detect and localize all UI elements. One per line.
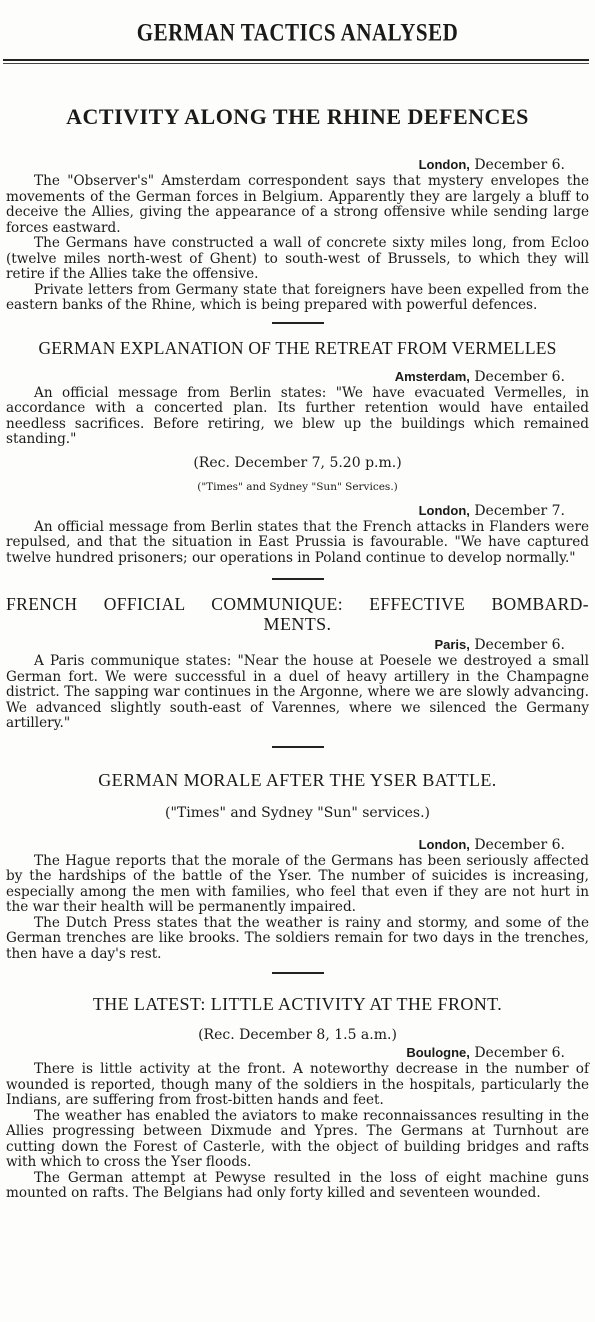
received-note: (Rec. December 7, 5.20 p.m.): [193, 454, 402, 471]
masthead-rule-thin: [3, 63, 589, 64]
paragraph: An official message from Berlin states: "We have evacuated Vermelles, in accordance with a concerted plan. Its further retention would have entailed needless sacrifices. Before retiring, we blew up the buildings which remained standing.": [6, 384, 589, 447]
paragraph: The Dutch Press states that the weather is rainy and stormy, and some of the German trenches are like brooks. The soldiers remain for two days in the trenches, then have a day's rest.: [6, 914, 589, 962]
article-german-morale: [6, 770, 589, 963]
dateline: [6, 1044, 589, 1062]
dateline: [6, 836, 589, 854]
dateline: [6, 502, 589, 520]
article-heading: THE LATEST: LITTLE ACTIVITY AT THE FRONT.: [92, 994, 503, 1014]
section-divider: [272, 746, 324, 748]
article-heading-line1: FRENCH OFFICIAL COMMUNIQUE: EFFECTIVE BOMBARD-: [6, 594, 589, 614]
paragraph: An official message from Berlin states that the French attacks in Flanders were repulsed, and that the situation in East Prussia is favourable. "We have captured twelve hundred prisoners; our operations in Poland continue to develop normally.": [6, 518, 589, 566]
dateline: [6, 636, 589, 654]
dateline-place: London,: [418, 157, 470, 172]
article-latest: [6, 994, 589, 1202]
dateline: [6, 368, 589, 386]
paragraph: The German attempt at Pewyse resulted in the loss of eight machine guns mounted on rafts. The Belgians had only forty killed and seventeen wounded.: [6, 1169, 589, 1201]
newspaper-page: [6, 0, 589, 1202]
article-rhine: [6, 104, 589, 314]
article-heading-line2: MENTS.: [263, 614, 332, 634]
section-divider: [272, 578, 324, 580]
paragraph: The Hague reports that the morale of the Germans has been seriously affected by the hardships of the battle of the Yser. The number of suicides is increasing, especially among the men with families, who feel that even if they are not hurt in the war their health will be permanently impaired.: [6, 852, 589, 915]
services-credit: ("Times" and Sydney "Sun" Services.): [197, 480, 398, 493]
paragraph: There is little activity at the front. A noteworthy decrease in the number of wounded is reported, though many of the soldiers in the hospitals, particularly the Indians, are suffering from frost-bitten hands and feet.: [6, 1061, 589, 1108]
dateline-place: Amsterdam,: [394, 368, 470, 384]
dateline-date: December 6.: [474, 637, 565, 653]
received-note: (Rec. December 8, 1.5 a.m.): [198, 1027, 397, 1043]
dateline-date: December 7.: [474, 502, 565, 519]
dateline: [6, 156, 589, 174]
article-heading: GERMAN EXPLANATION OF THE RETREAT FROM VERMELLES: [38, 337, 557, 358]
paragraph: A Paris communique states: "Near the house at Poesele we destroyed a small German fort. We were successful in a duel of heavy artillery in the Champagne district. The sapping war continues in the Argonne, where we are slowly advancing. We advanced slightly south-east of Varennes, where we silenced the Germany artillery.": [6, 653, 589, 731]
article-heading: ACTIVITY ALONG THE RHINE DEFENCES: [66, 104, 529, 129]
dateline-place: London,: [418, 502, 470, 518]
dateline-date: December 6.: [474, 836, 565, 853]
masthead-title: GERMAN TACTICS ANALYSED: [136, 17, 459, 47]
services-credit: ("Times" and Sydney "Sun" services.): [165, 804, 430, 821]
paragraph: The Germans have constructed a wall of concrete sixty miles long, from Ecloo (twelve miles north-west of Ghent) to south-west of Brussels, to which they will retire if the Allies take the offensive.: [6, 235, 589, 282]
article-vermelles: [6, 338, 589, 567]
paragraph: The "Observer's" Amsterdam correspondent says that mystery envelopes the movements of the German forces in Belgium. Apparently they are largely a bluff to deceive the Allies, giving the appearance of a strong offensive while sending large forces eastward.: [6, 173, 589, 236]
paragraph: Private letters from Germany state that foreigners have been expelled from the eastern banks of the Rhine, which is being prepared with powerful defences.: [6, 281, 589, 313]
dateline-date: December 6.: [474, 157, 565, 173]
section-divider: [272, 972, 324, 974]
dateline-place: Boulogne,: [406, 1045, 470, 1060]
dateline-place: London,: [418, 836, 470, 852]
dateline-date: December 6.: [474, 1045, 565, 1061]
article-heading: GERMAN MORALE AFTER THE YSER BATTLE.: [98, 769, 497, 790]
paragraph: The weather has enabled the aviators to make reconnaissances resulting in the Allies progressing between Dixmude and Ypres. The Germans at Turnhout are cutting down the Forest of Casterle, with the object of building bridges and rafts with which to cross the Yser floods.: [6, 1107, 589, 1170]
masthead-rule: [3, 59, 589, 61]
article-french-communique: [6, 594, 589, 732]
dateline-date: December 6.: [474, 368, 565, 385]
section-divider: [272, 322, 324, 324]
dateline-place: Paris,: [434, 637, 470, 652]
